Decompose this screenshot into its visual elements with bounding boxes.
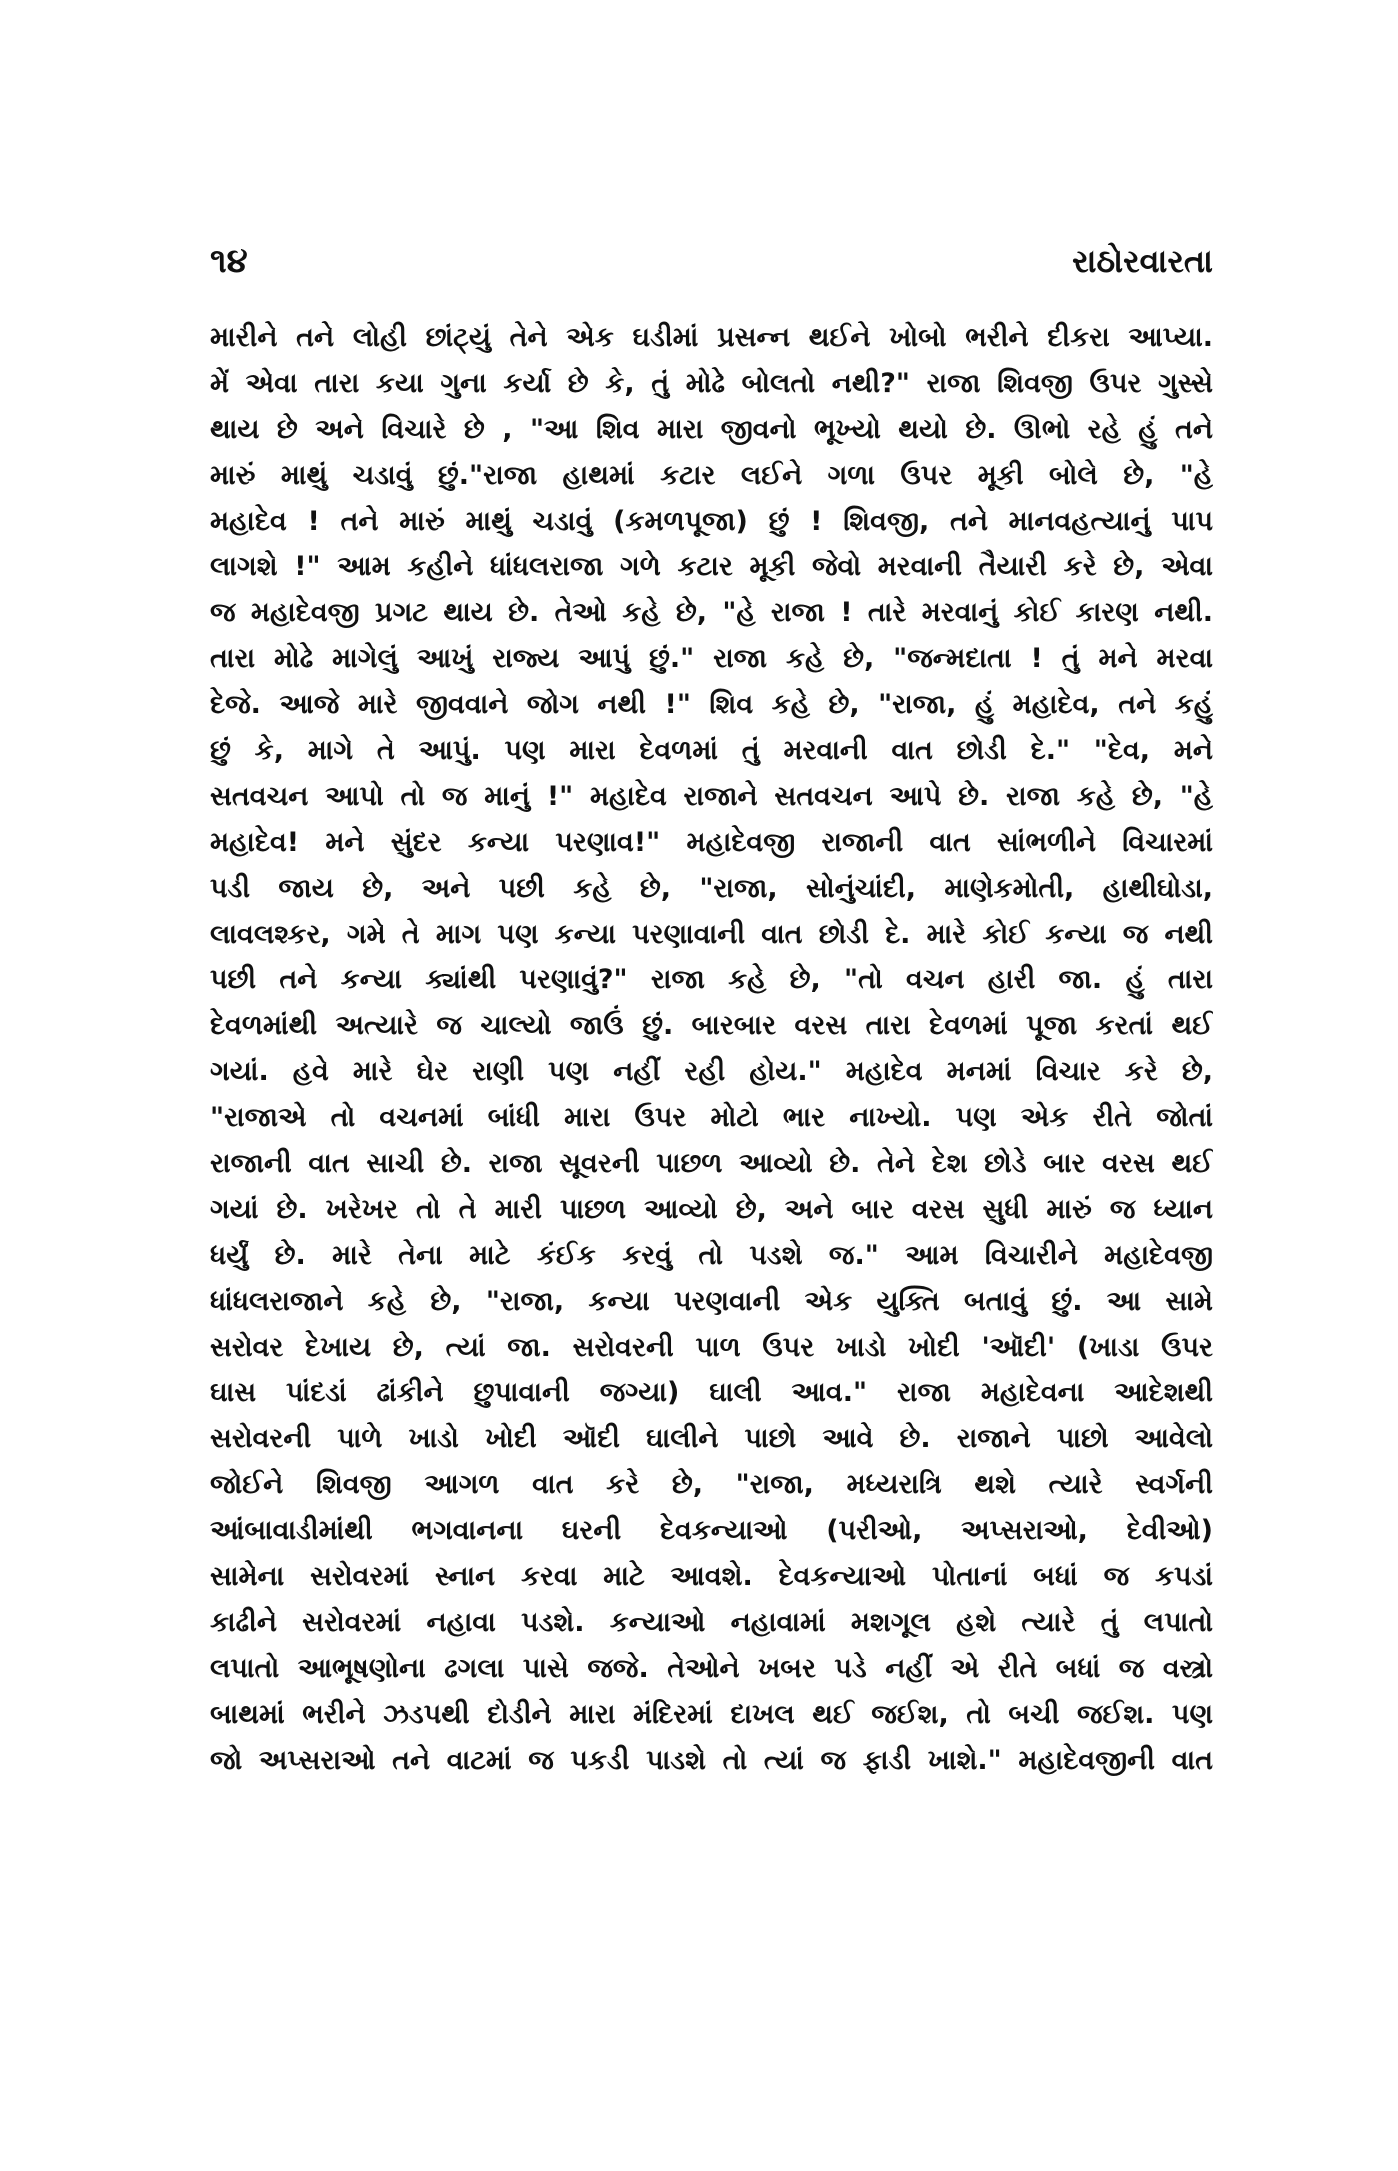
text-line: જોઈને શિવજી આગળ વાત કરે છે, "રાજા, મધ્યરાત્રિ થશે ત્યારે સ્વર્ગની	[210, 1469, 1213, 1501]
text-line: મારું માથું ચડાવું છું."રાજા હાથમાં કટાર લઈને ગળા ઉપર મૂકી બોલે છે, "હે	[210, 459, 1213, 491]
text-line: દેજે. આજે મારે જીવવાને જોગ નથી !" શિવ કહે છે, "રાજા, હું મહાદેવ, તને કહું	[210, 689, 1213, 721]
text-line: જ મહાદેવજી પ્રગટ થાય છે. તેઓ કહે છે, "હે રાજા ! તારે મરવાનું કોઈ કારણ નથી.	[210, 597, 1213, 629]
text-line: મેં એવા તારા કયા ગુના કર્યા છે કે, તું મોઢે બોલતો નથી?" રાજા શિવજી ઉપર ગુસ્સે	[210, 367, 1213, 399]
text-line: આંબાવાડીમાંથી ભગવાનના ઘરની દેવકન્યાઓ (પરીઓ, અપ્સરાઓ, દેવીઓ)	[210, 1515, 1213, 1547]
text-line: પડી જાય છે, અને પછી કહે છે, "રાજા, સોનુંચાંદી, માણેકમોતી, હાથીઘોડા,	[210, 872, 1213, 904]
text-line: મહાદેવ! મને સુંદર કન્યા પરણાવ!" મહાદેવજી રાજાની વાત સાંભળીને વિચારમાં	[210, 826, 1213, 858]
text-line: દેવળમાંથી અત્યારે જ ચાલ્યો જાઉં છું. બારબાર વરસ તારા દેવળમાં પૂજા કરતાં થઈ	[210, 1010, 1213, 1042]
text-line: સતવચન આપો તો જ માનું !" મહાદેવ રાજાને સતવચન આપે છે. રાજા કહે છે, "હે	[210, 780, 1213, 812]
text-line: મહાદેવ ! તને મારું માથું ચડાવું (કમળપૂજા) છું ! શિવજી, તને માનવહત્યાનું પાપ	[210, 505, 1213, 537]
page-number: ૧૪	[210, 241, 248, 281]
text-line: સરોવરની પાળે ખાડો ખોદી ઑદી ઘાલીને પાછો આવે છે. રાજાને પાછો આવેલો	[210, 1423, 1213, 1455]
text-line: લપાતો આભૂષણોના ઢગલા પાસે જજે. તેઓને ખબર પડે નહીં એ રીતે બધાં જ વસ્ત્રો	[210, 1652, 1213, 1684]
page-header	[210, 236, 1213, 286]
text-line: થાય છે અને વિચારે છે , "આ શિવ મારા જીવનો ભૂખ્યો થયો છે. ઊભો રહે હું તને	[210, 413, 1213, 445]
text-line: જો અપ્સરાઓ તને વાટમાં જ પકડી પાડશે તો ત્યાં જ ફાડી ખાશે." મહાદેવજીની વાત	[210, 1744, 1213, 1776]
text-line: લાવલશ્કર, ગમે તે માગ પણ કન્યા પરણાવાની વાત છોડી દે. મારે કોઈ કન્યા જ નથી	[210, 918, 1213, 950]
text-line: કાઢીને સરોવરમાં નહાવા પડશે. કન્યાઓ નહાવામાં મશગૂલ હશે ત્યારે તું લપાતો	[210, 1606, 1213, 1638]
running-title: રાઠોરવારતા	[1072, 242, 1213, 280]
text-line: રાજાની વાત સાચી છે. રાજા સૂવરની પાછળ આવ્યો છે. તેને દેશ છોડે બાર વરસ થઈ	[210, 1148, 1213, 1180]
text-line: ધર્યું છે. મારે તેના માટે કંઈક કરવું તો પડશે જ." આમ વિચારીને મહાદેવજી	[210, 1239, 1213, 1271]
text-line: પછી તને કન્યા ક્યાંથી પરણાવું?" રાજા કહે છે, "તો વચન હારી જા. હું તારા	[210, 964, 1213, 996]
text-line: લાગશે !" આમ કહીને ધાંધલરાજા ગળે કટાર મૂકી જેવો મરવાની તૈયારી કરે છે, એવા	[210, 551, 1213, 583]
text-line: સામેના સરોવરમાં સ્નાન કરવા માટે આવશે. દેવકન્યાઓ પોતાનાં બધાં જ કપડાં	[210, 1561, 1213, 1593]
text-line: ગયાં છે. ખરેખર તો તે મારી પાછળ આવ્યો છે, અને બાર વરસ સુધી મારું જ ધ્યાન	[210, 1193, 1213, 1225]
text-line: ગયાં. હવે મારે ઘેર રાણી પણ નહીં રહી હોય." મહાદેવ મનમાં વિચાર કરે છે,	[210, 1056, 1213, 1088]
text-line: બાથમાં ભરીને ઝડપથી દોડીને મારા મંદિરમાં દાખલ થઈ જઈશ, તો બચી જઈશ. પણ	[210, 1698, 1213, 1730]
body-text	[210, 315, 1213, 1784]
text-line: તારા મોઢે માગેલું આખું રાજ્ય આપું છું." રાજા કહે છે, "જન્મદાતા ! તું મને મરવા	[210, 643, 1213, 675]
text-line: ઘાસ પાંદડાં ઢાંકીને છુપાવાની જગ્યા) ઘાલી આવ." રાજા મહાદેવના આદેશથી	[210, 1377, 1213, 1409]
text-line: ધાંધલરાજાને કહે છે, "રાજા, કન્યા પરણવાની એક યુક્તિ બતાવું છું. આ સામે	[210, 1285, 1213, 1317]
text-line: "રાજાએ તો વચનમાં બાંધી મારા ઉપર મોટો ભાર નાખ્યો. પણ એક રીતે જોતાં	[210, 1102, 1213, 1134]
text-line: સરોવર દેખાય છે, ત્યાં જા. સરોવરની પાળ ઉપર ખાડો ખોદી 'ઑદી' (ખાડા ઉપર	[210, 1331, 1213, 1363]
text-line: મારીને તને લોહી છાંટ્યું તેને એક ઘડીમાં પ્રસન્ન થઈને ખોબો ભરીને દીકરા આપ્યા.	[210, 322, 1213, 353]
text-line: છું કે, માગે તે આપું. પણ મારા દેવળમાં તું મરવાની વાત છોડી દે." "દેવ, મને	[210, 735, 1213, 767]
